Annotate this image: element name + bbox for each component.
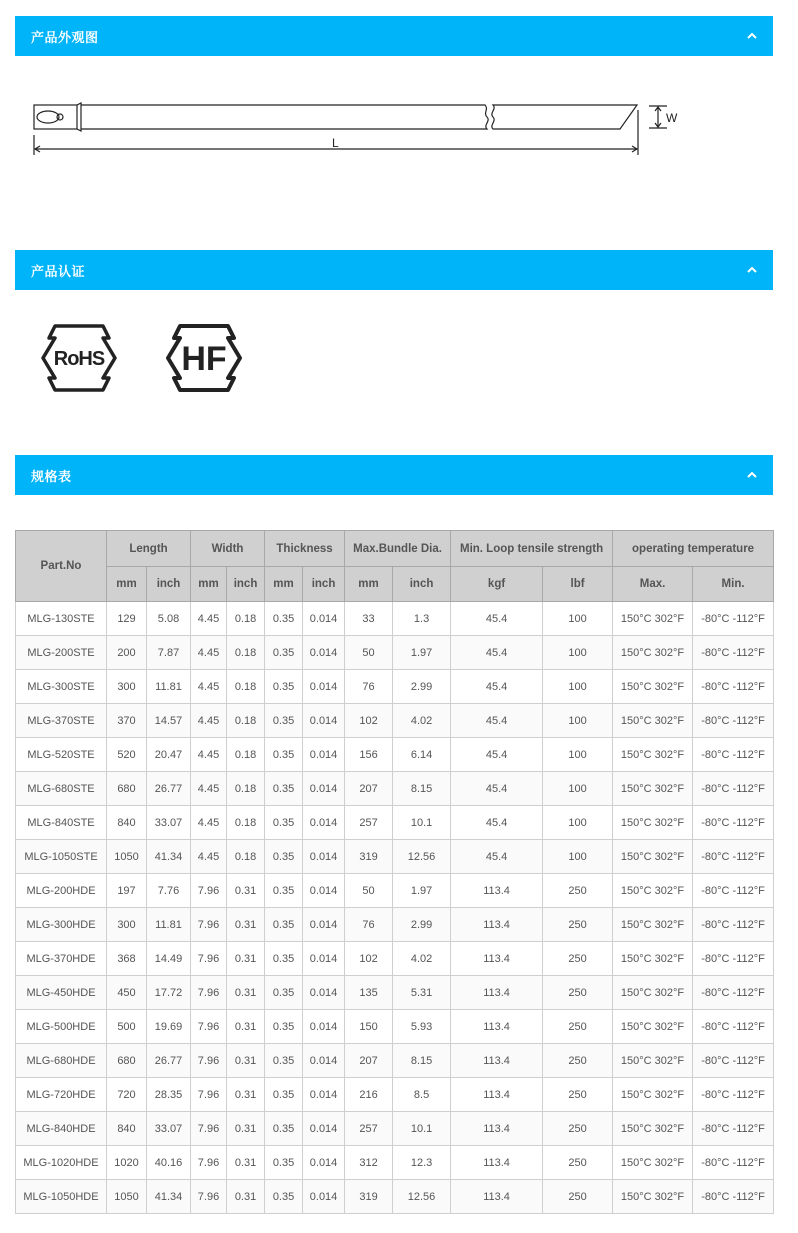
- header-tensile: Min. Loop tensile strength: [451, 531, 613, 567]
- unit-header: inch: [227, 567, 265, 602]
- table-cell: 250: [543, 1112, 613, 1146]
- table-cell: 12.3: [393, 1146, 451, 1180]
- table-cell: 150°C 302°F: [613, 1112, 693, 1146]
- table-cell: 0.014: [303, 942, 345, 976]
- table-cell: 4.45: [191, 772, 227, 806]
- table-cell: 0.35: [265, 1112, 303, 1146]
- table-cell: 102: [345, 942, 393, 976]
- table-cell: 0.31: [227, 1146, 265, 1180]
- section-header-certification[interactable]: [15, 250, 773, 290]
- table-cell: -80°C -112°F: [693, 602, 774, 636]
- table-cell: 0.014: [303, 1112, 345, 1146]
- rohs-badge: [39, 322, 119, 394]
- table-row: [16, 1112, 774, 1146]
- table-cell: 129: [107, 602, 147, 636]
- table-cell: 150°C 302°F: [613, 704, 693, 738]
- table-cell: 250: [543, 874, 613, 908]
- table-cell: 0.31: [227, 1010, 265, 1044]
- table-cell: 2.99: [393, 908, 451, 942]
- table-cell: 0.014: [303, 1180, 345, 1214]
- header-length: Length: [107, 531, 191, 567]
- table-cell: 7.96: [191, 1078, 227, 1112]
- table-cell: 250: [543, 1010, 613, 1044]
- table-cell: 150°C 302°F: [613, 874, 693, 908]
- table-cell: 45.4: [451, 738, 543, 772]
- table-cell: 207: [345, 772, 393, 806]
- table-cell: 1020: [107, 1146, 147, 1180]
- table-cell: 680: [107, 772, 147, 806]
- table-row: [16, 1010, 774, 1044]
- table-row: [16, 840, 774, 874]
- table-cell: 257: [345, 1112, 393, 1146]
- table-cell: 0.35: [265, 942, 303, 976]
- table-cell: 1050: [107, 840, 147, 874]
- table-row: [16, 602, 774, 636]
- section-title-appearance: 产品外观图: [31, 29, 99, 45]
- table-cell: 113.4: [451, 1044, 543, 1078]
- table-cell: 0.18: [227, 806, 265, 840]
- table-cell: 4.45: [191, 738, 227, 772]
- table-cell: 0.31: [227, 976, 265, 1010]
- table-cell: -80°C -112°F: [693, 1180, 774, 1214]
- table-cell: 0.35: [265, 1180, 303, 1214]
- hf-badge: [164, 322, 244, 394]
- table-cell: 150°C 302°F: [613, 772, 693, 806]
- table-cell: 0.35: [265, 772, 303, 806]
- table-cell: 6.14: [393, 738, 451, 772]
- table-cell: 312: [345, 1146, 393, 1180]
- table-cell: 0.014: [303, 602, 345, 636]
- header-thickness: Thickness: [265, 531, 345, 567]
- header-bundle-dia: Max.Bundle Dia.: [345, 531, 451, 567]
- table-cell: 0.31: [227, 942, 265, 976]
- table-cell: 300: [107, 670, 147, 704]
- table-cell: 150°C 302°F: [613, 1010, 693, 1044]
- table-cell: 0.31: [227, 1044, 265, 1078]
- table-cell: 4.45: [191, 840, 227, 874]
- part-number-cell: MLG-1050HDE: [16, 1180, 107, 1214]
- tie-body-left: [81, 105, 488, 129]
- table-cell: 17.72: [147, 976, 191, 1010]
- table-cell: 10.1: [393, 806, 451, 840]
- table-cell: 250: [543, 1146, 613, 1180]
- table-cell: 113.4: [451, 942, 543, 976]
- table-cell: 0.35: [265, 1146, 303, 1180]
- table-cell: 150: [345, 1010, 393, 1044]
- unit-header: mm: [191, 567, 227, 602]
- table-cell: 0.014: [303, 704, 345, 738]
- tie-head: [34, 105, 77, 129]
- header-temperature: operating temperature: [613, 531, 774, 567]
- table-cell: 135: [345, 976, 393, 1010]
- table-cell: 0.18: [227, 738, 265, 772]
- table-cell: 4.02: [393, 942, 451, 976]
- part-number-cell: MLG-840STE: [16, 806, 107, 840]
- table-cell: 100: [543, 636, 613, 670]
- part-number-cell: MLG-840HDE: [16, 1112, 107, 1146]
- table-cell: 4.02: [393, 704, 451, 738]
- table-cell: 0.35: [265, 908, 303, 942]
- table-cell: 7.96: [191, 1112, 227, 1146]
- table-cell: 150°C 302°F: [613, 1180, 693, 1214]
- table-cell: 450: [107, 976, 147, 1010]
- table-cell: 319: [345, 1180, 393, 1214]
- table-cell: 14.57: [147, 704, 191, 738]
- section-title-specs: 规格表: [31, 468, 72, 484]
- table-cell: 113.4: [451, 1010, 543, 1044]
- table-cell: 7.96: [191, 1044, 227, 1078]
- table-cell: 100: [543, 806, 613, 840]
- table-cell: 7.96: [191, 1146, 227, 1180]
- table-cell: 0.35: [265, 976, 303, 1010]
- table-cell: 28.35: [147, 1078, 191, 1112]
- tie-body-right: [492, 105, 637, 129]
- table-cell: 7.76: [147, 874, 191, 908]
- table-cell: -80°C -112°F: [693, 704, 774, 738]
- part-number-cell: MLG-300HDE: [16, 908, 107, 942]
- unit-header: inch: [147, 567, 191, 602]
- table-row: [16, 1044, 774, 1078]
- table-cell: 1.3: [393, 602, 451, 636]
- part-number-cell: MLG-680STE: [16, 772, 107, 806]
- table-cell: 150°C 302°F: [613, 806, 693, 840]
- table-cell: 20.47: [147, 738, 191, 772]
- table-cell: 250: [543, 1180, 613, 1214]
- table-cell: 0.18: [227, 602, 265, 636]
- part-number-cell: MLG-450HDE: [16, 976, 107, 1010]
- unit-header: Max.: [613, 567, 693, 602]
- table-cell: -80°C -112°F: [693, 976, 774, 1010]
- part-number-cell: MLG-300STE: [16, 670, 107, 704]
- table-cell: 156: [345, 738, 393, 772]
- unit-header: mm: [107, 567, 147, 602]
- part-number-cell: MLG-1050STE: [16, 840, 107, 874]
- product-drawing: [15, 80, 773, 240]
- table-row: [16, 874, 774, 908]
- table-row: [16, 1146, 774, 1180]
- table-cell: 33.07: [147, 806, 191, 840]
- table-cell: 0.35: [265, 1010, 303, 1044]
- table-cell: -80°C -112°F: [693, 670, 774, 704]
- section-header-specs[interactable]: [15, 455, 773, 495]
- length-label: L: [332, 136, 339, 150]
- table-cell: -80°C -112°F: [693, 636, 774, 670]
- table-cell: 216: [345, 1078, 393, 1112]
- table-row: [16, 806, 774, 840]
- table-cell: 10.1: [393, 1112, 451, 1146]
- table-row: [16, 1180, 774, 1214]
- table-cell: 4.45: [191, 806, 227, 840]
- table-cell: -80°C -112°F: [693, 942, 774, 976]
- table-cell: 150°C 302°F: [613, 1146, 693, 1180]
- table-cell: 0.014: [303, 874, 345, 908]
- table-cell: 150°C 302°F: [613, 1078, 693, 1112]
- table-cell: 11.81: [147, 908, 191, 942]
- table-cell: 45.4: [451, 636, 543, 670]
- table-cell: 207: [345, 1044, 393, 1078]
- part-number-cell: MLG-200HDE: [16, 874, 107, 908]
- table-cell: 1050: [107, 1180, 147, 1214]
- table-cell: 4.45: [191, 704, 227, 738]
- table-cell: 14.49: [147, 942, 191, 976]
- spec-table: [15, 530, 774, 1214]
- table-cell: 0.31: [227, 1078, 265, 1112]
- hf-label: HF: [181, 340, 227, 378]
- table-cell: 319: [345, 840, 393, 874]
- table-cell: 5.93: [393, 1010, 451, 1044]
- table-cell: 2.99: [393, 670, 451, 704]
- table-cell: 520: [107, 738, 147, 772]
- table-cell: 1.97: [393, 636, 451, 670]
- table-cell: 0.35: [265, 874, 303, 908]
- table-cell: 33: [345, 602, 393, 636]
- table-cell: 150°C 302°F: [613, 840, 693, 874]
- table-row: [16, 636, 774, 670]
- table-cell: 45.4: [451, 602, 543, 636]
- table-cell: -80°C -112°F: [693, 1146, 774, 1180]
- table-cell: 4.45: [191, 602, 227, 636]
- table-cell: 0.31: [227, 1180, 265, 1214]
- section-title-certification: 产品认证: [31, 263, 86, 279]
- table-cell: 0.35: [265, 704, 303, 738]
- table-cell: 0.014: [303, 840, 345, 874]
- table-cell: 41.34: [147, 840, 191, 874]
- table-cell: 4.45: [191, 670, 227, 704]
- table-cell: 840: [107, 806, 147, 840]
- table-cell: 5.31: [393, 976, 451, 1010]
- table-cell: 7.87: [147, 636, 191, 670]
- part-number-cell: MLG-500HDE: [16, 1010, 107, 1044]
- table-cell: 0.014: [303, 976, 345, 1010]
- table-cell: 102: [345, 704, 393, 738]
- table-cell: 7.96: [191, 976, 227, 1010]
- table-row: [16, 772, 774, 806]
- table-cell: 40.16: [147, 1146, 191, 1180]
- table-cell: 100: [543, 772, 613, 806]
- table-cell: 12.56: [393, 840, 451, 874]
- table-cell: 26.77: [147, 772, 191, 806]
- table-cell: 1.97: [393, 874, 451, 908]
- unit-header: mm: [265, 567, 303, 602]
- table-cell: 368: [107, 942, 147, 976]
- table-cell: 720: [107, 1078, 147, 1112]
- table-cell: 100: [543, 840, 613, 874]
- table-row: [16, 942, 774, 976]
- table-cell: 45.4: [451, 840, 543, 874]
- chevron-up-icon[interactable]: [745, 29, 759, 43]
- table-cell: -80°C -112°F: [693, 738, 774, 772]
- table-cell: 0.014: [303, 1010, 345, 1044]
- table-row: [16, 738, 774, 772]
- table-cell: 0.18: [227, 704, 265, 738]
- header-part-no: Part.No: [16, 531, 107, 602]
- table-cell: 150°C 302°F: [613, 1044, 693, 1078]
- table-cell: 0.014: [303, 772, 345, 806]
- table-cell: 0.18: [227, 772, 265, 806]
- table-cell: 76: [345, 908, 393, 942]
- table-cell: 7.96: [191, 874, 227, 908]
- table-cell: 113.4: [451, 1146, 543, 1180]
- part-number-cell: MLG-130STE: [16, 602, 107, 636]
- table-cell: 250: [543, 942, 613, 976]
- width-label: W: [666, 111, 678, 125]
- table-cell: 7.96: [191, 1180, 227, 1214]
- unit-header: kgf: [451, 567, 543, 602]
- part-number-cell: MLG-720HDE: [16, 1078, 107, 1112]
- table-cell: 0.014: [303, 636, 345, 670]
- table-cell: -80°C -112°F: [693, 1044, 774, 1078]
- table-row: [16, 704, 774, 738]
- table-cell: 257: [345, 806, 393, 840]
- table-cell: -80°C -112°F: [693, 1078, 774, 1112]
- unit-header: inch: [393, 567, 451, 602]
- table-cell: 100: [543, 670, 613, 704]
- table-cell: 0.35: [265, 670, 303, 704]
- table-cell: -80°C -112°F: [693, 806, 774, 840]
- header-width: Width: [191, 531, 265, 567]
- table-cell: 113.4: [451, 874, 543, 908]
- table-cell: 150°C 302°F: [613, 602, 693, 636]
- table-cell: -80°C -112°F: [693, 1112, 774, 1146]
- table-cell: 250: [543, 908, 613, 942]
- table-cell: 45.4: [451, 704, 543, 738]
- table-cell: 113.4: [451, 1112, 543, 1146]
- table-cell: 150°C 302°F: [613, 976, 693, 1010]
- table-cell: 0.014: [303, 1078, 345, 1112]
- table-cell: 113.4: [451, 976, 543, 1010]
- table-row: [16, 1078, 774, 1112]
- chevron-up-icon[interactable]: [745, 263, 759, 277]
- table-cell: 500: [107, 1010, 147, 1044]
- table-cell: 113.4: [451, 1180, 543, 1214]
- rohs-label: RoHS: [53, 348, 105, 370]
- table-cell: 0.35: [265, 840, 303, 874]
- unit-header: mm: [345, 567, 393, 602]
- table-cell: 7.96: [191, 1010, 227, 1044]
- tie-head-ball: [37, 111, 59, 123]
- table-cell: 76: [345, 670, 393, 704]
- table-cell: 0.35: [265, 806, 303, 840]
- table-cell: 100: [543, 738, 613, 772]
- table-cell: 840: [107, 1112, 147, 1146]
- table-cell: 8.15: [393, 1044, 451, 1078]
- table-cell: 50: [345, 636, 393, 670]
- table-cell: 250: [543, 1044, 613, 1078]
- table-row: [16, 670, 774, 704]
- part-number-cell: MLG-370STE: [16, 704, 107, 738]
- table-cell: -80°C -112°F: [693, 874, 774, 908]
- table-row: [16, 908, 774, 942]
- table-cell: 250: [543, 1078, 613, 1112]
- unit-header: inch: [303, 567, 345, 602]
- part-number-cell: MLG-680HDE: [16, 1044, 107, 1078]
- table-cell: 150°C 302°F: [613, 636, 693, 670]
- table-cell: 0.014: [303, 1146, 345, 1180]
- unit-header: Min.: [693, 567, 774, 602]
- table-cell: 150°C 302°F: [613, 908, 693, 942]
- table-cell: 4.45: [191, 636, 227, 670]
- table-cell: 100: [543, 602, 613, 636]
- table-cell: 7.96: [191, 942, 227, 976]
- table-cell: 150°C 302°F: [613, 942, 693, 976]
- table-cell: 45.4: [451, 670, 543, 704]
- table-cell: 5.08: [147, 602, 191, 636]
- unit-header: lbf: [543, 567, 613, 602]
- table-cell: 680: [107, 1044, 147, 1078]
- table-cell: 11.81: [147, 670, 191, 704]
- table-cell: 100: [543, 704, 613, 738]
- table-cell: 0.35: [265, 738, 303, 772]
- table-cell: 0.35: [265, 1044, 303, 1078]
- table-cell: 113.4: [451, 1078, 543, 1112]
- table-cell: 0.18: [227, 670, 265, 704]
- table-cell: 45.4: [451, 772, 543, 806]
- chevron-up-icon[interactable]: [745, 468, 759, 482]
- table-cell: -80°C -112°F: [693, 908, 774, 942]
- table-cell: 150°C 302°F: [613, 738, 693, 772]
- table-cell: -80°C -112°F: [693, 772, 774, 806]
- table-cell: 33.07: [147, 1112, 191, 1146]
- table-cell: -80°C -112°F: [693, 1010, 774, 1044]
- part-number-cell: MLG-200STE: [16, 636, 107, 670]
- table-cell: -80°C -112°F: [693, 840, 774, 874]
- table-cell: 50: [345, 874, 393, 908]
- table-cell: 0.35: [265, 636, 303, 670]
- part-number-cell: MLG-520STE: [16, 738, 107, 772]
- table-cell: 26.77: [147, 1044, 191, 1078]
- table-cell: 0.31: [227, 908, 265, 942]
- table-cell: 8.15: [393, 772, 451, 806]
- table-cell: 7.96: [191, 908, 227, 942]
- table-cell: 0.014: [303, 806, 345, 840]
- table-cell: 113.4: [451, 908, 543, 942]
- table-cell: 0.18: [227, 636, 265, 670]
- table-cell: 200: [107, 636, 147, 670]
- table-cell: 19.69: [147, 1010, 191, 1044]
- table-cell: 0.35: [265, 1078, 303, 1112]
- table-cell: 0.014: [303, 908, 345, 942]
- table-cell: 0.014: [303, 1044, 345, 1078]
- table-cell: 0.18: [227, 840, 265, 874]
- table-row: [16, 976, 774, 1010]
- table-cell: 0.014: [303, 670, 345, 704]
- table-cell: 197: [107, 874, 147, 908]
- table-cell: 0.31: [227, 874, 265, 908]
- table-cell: 300: [107, 908, 147, 942]
- table-cell: 45.4: [451, 806, 543, 840]
- part-number-cell: MLG-370HDE: [16, 942, 107, 976]
- part-number-cell: MLG-1020HDE: [16, 1146, 107, 1180]
- table-cell: 12.56: [393, 1180, 451, 1214]
- table-cell: 0.31: [227, 1112, 265, 1146]
- table-cell: 41.34: [147, 1180, 191, 1214]
- table-cell: 0.35: [265, 602, 303, 636]
- table-cell: 0.014: [303, 738, 345, 772]
- table-cell: 150°C 302°F: [613, 670, 693, 704]
- table-cell: 8.5: [393, 1078, 451, 1112]
- table-cell: 370: [107, 704, 147, 738]
- table-cell: 250: [543, 976, 613, 1010]
- section-header-appearance[interactable]: [15, 16, 773, 56]
